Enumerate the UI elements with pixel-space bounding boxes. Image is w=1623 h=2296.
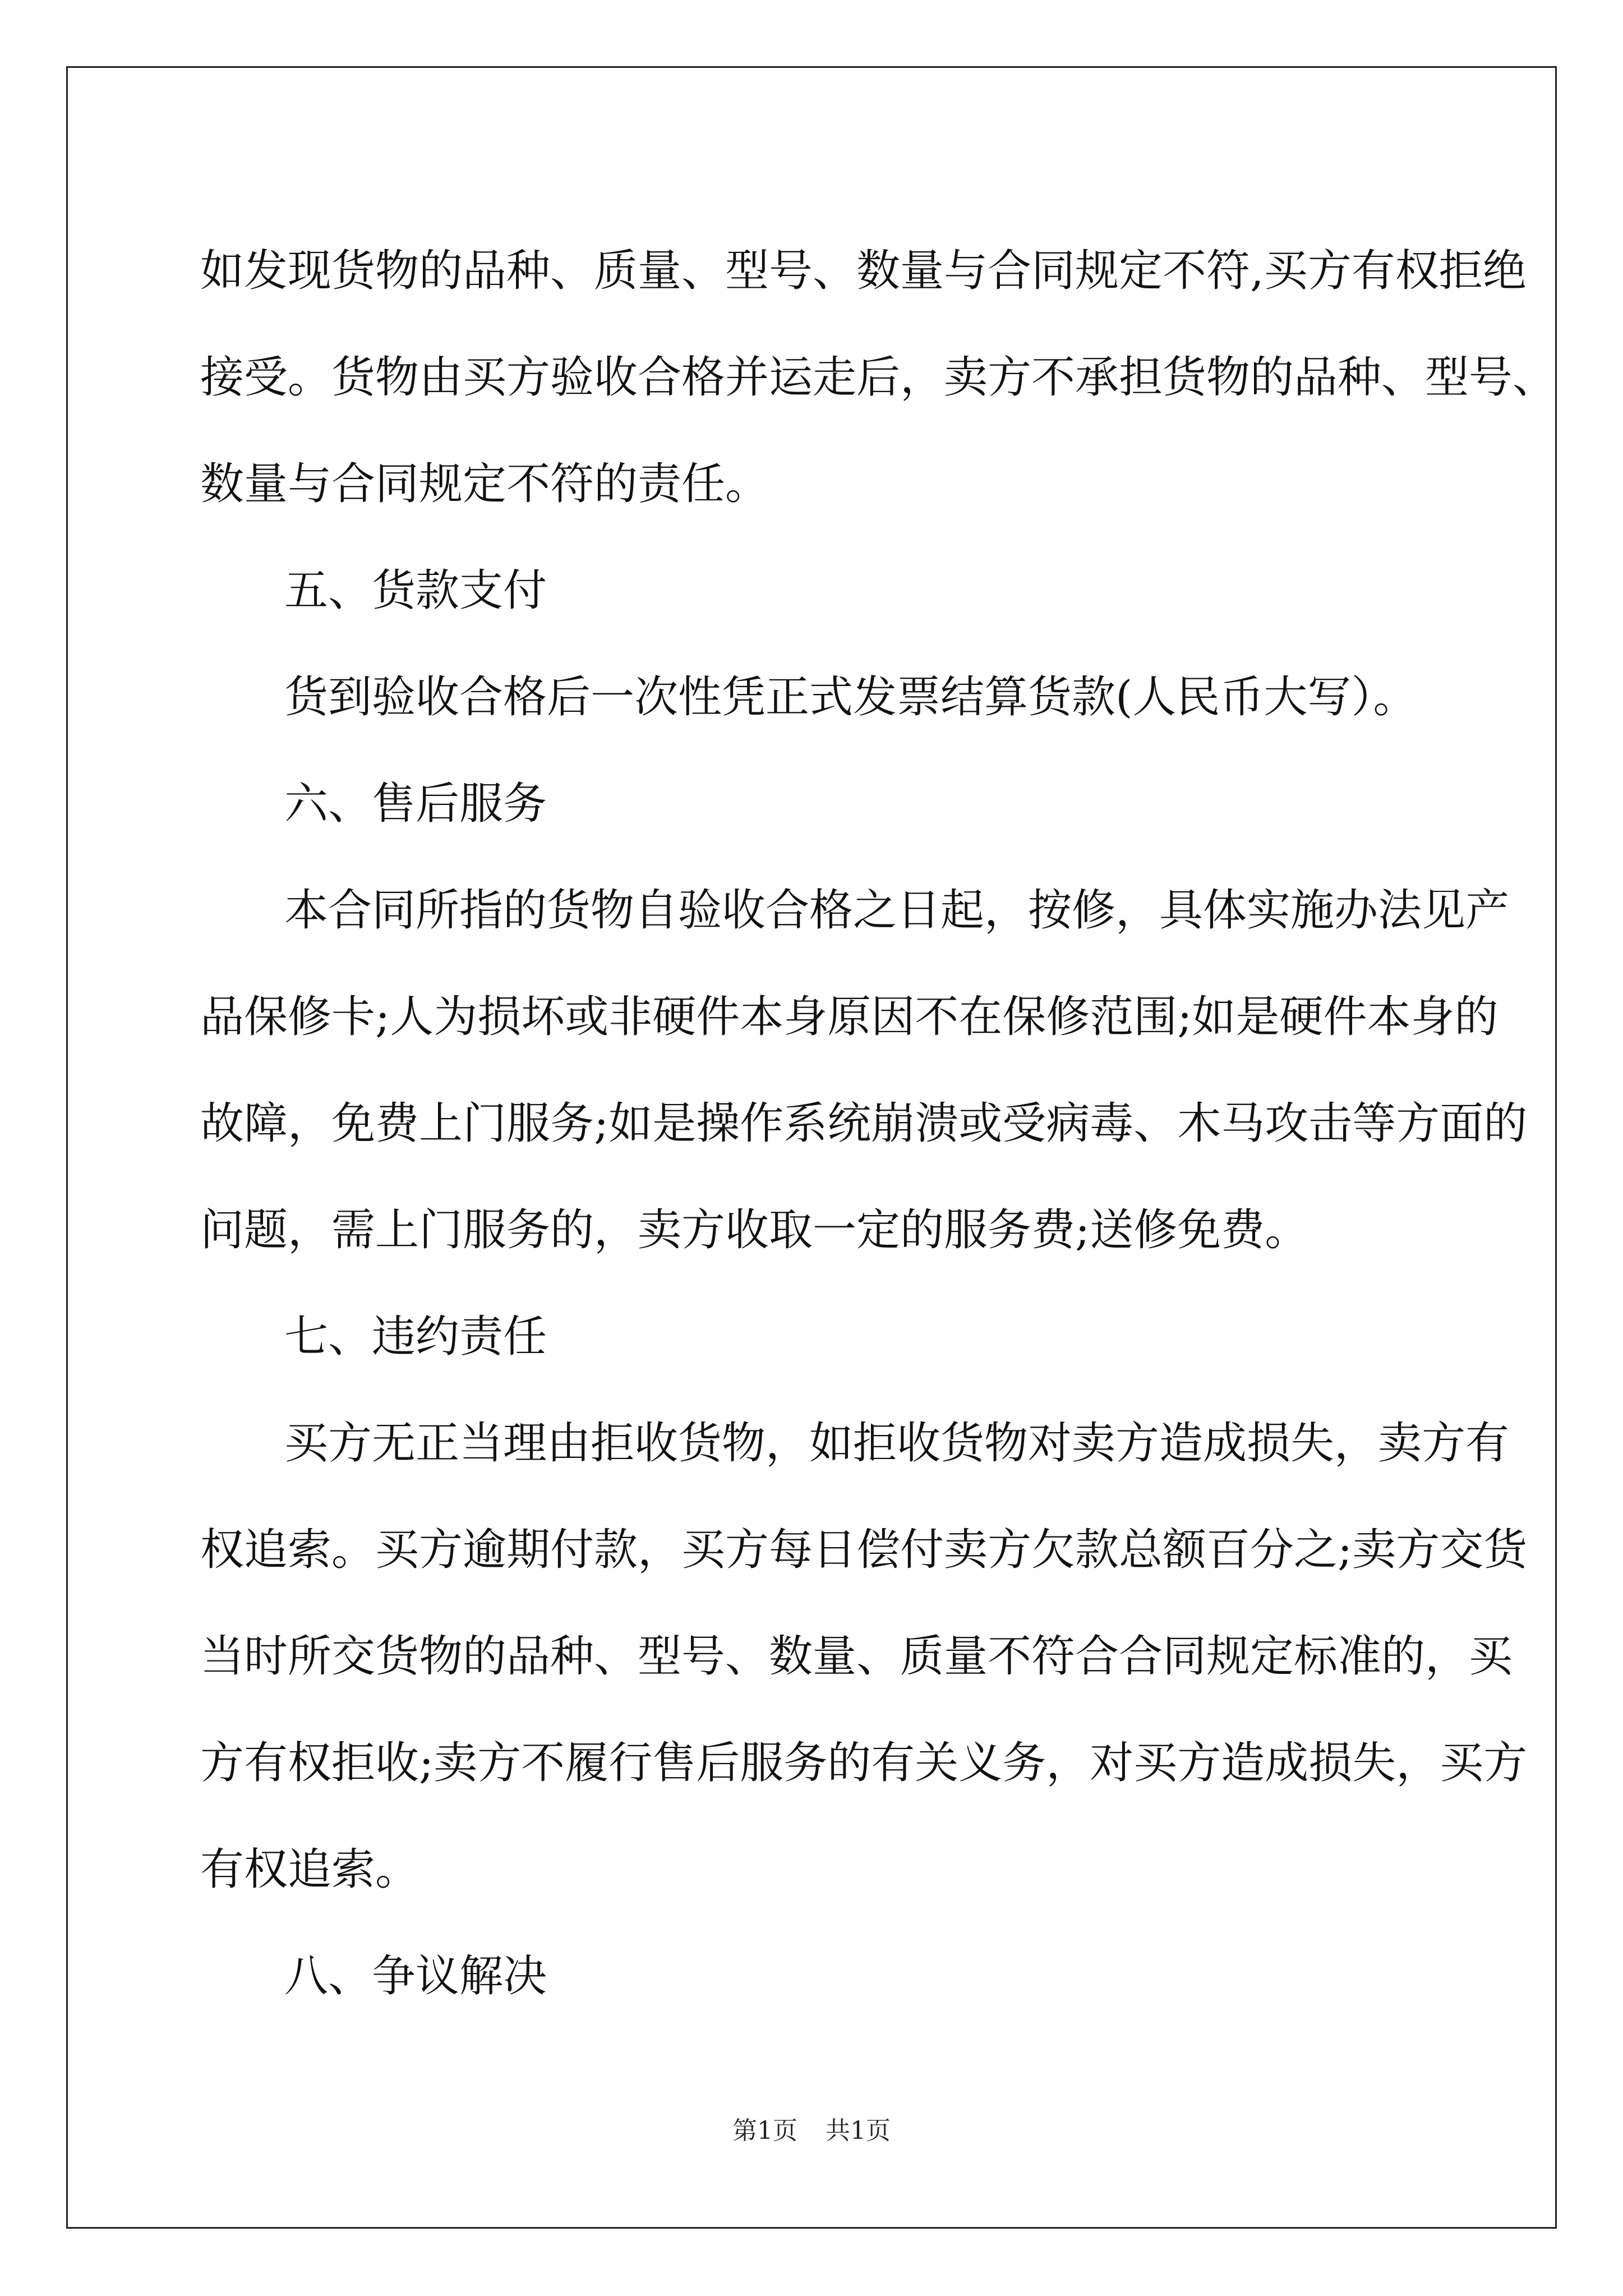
text-line: 如发现货物的品种、质量、型号、数量与合同规定不符,买方有权拒绝 (200, 246, 1527, 296)
text-line: 故障，免费上门服务;如是操作系统崩溃或受病毒、木马攻击等方面的 (200, 1098, 1528, 1149)
text-line: 当时所交货物的品种、型号、数量、质量不符合合同规定标准的，买 (200, 1631, 1513, 1682)
text-line: 本合同所指的货物自验收合格之日起，按修，具体实施办法见产 (284, 885, 1510, 936)
section-heading-dispute: 八、争议解决 (284, 1951, 547, 2001)
text-line: 买方无正当理由拒收货物，如拒收货物对卖方造成损失，卖方有 (284, 1418, 1510, 1469)
text-line: 数量与合同规定不符的责任。 (200, 459, 769, 509)
page-number: 第1页 (732, 2116, 797, 2145)
text-line: 接受。货物由买方验收合格并运走后，卖方不承担货物的品种、型号、 (200, 352, 1557, 403)
section-heading-after-sales: 六、售后服务 (284, 779, 547, 829)
page-footer (0, 2110, 1623, 2146)
text-line: 方有权拒收;卖方不履行售后服务的有关义务，对买方造成损失，买方 (200, 1738, 1528, 1788)
text-block (200, 218, 1557, 2030)
page-total: 共1页 (826, 2116, 891, 2145)
text-line: 问题，需上门服务的，卖方收取一定的服务费;送修免费。 (200, 1205, 1309, 1255)
text-line: 品保修卡;人为损坏或非硬件本身原因不在保修范围;如是硬件本身的 (200, 992, 1498, 1042)
document-body (200, 218, 1557, 2030)
text-line: 有权追索。 (200, 1844, 419, 1895)
text-line: 权追索。买方逾期付款，买方每日偿付卖方欠款总额百分之;卖方交货 (200, 1525, 1528, 1575)
section-heading-payment: 五、货款支付 (284, 565, 547, 616)
section-heading-liability: 七、违约责任 (284, 1312, 547, 1362)
text-line: 货到验收合格后一次性凭正式发票结算货款(人民币大写）。 (284, 672, 1417, 723)
